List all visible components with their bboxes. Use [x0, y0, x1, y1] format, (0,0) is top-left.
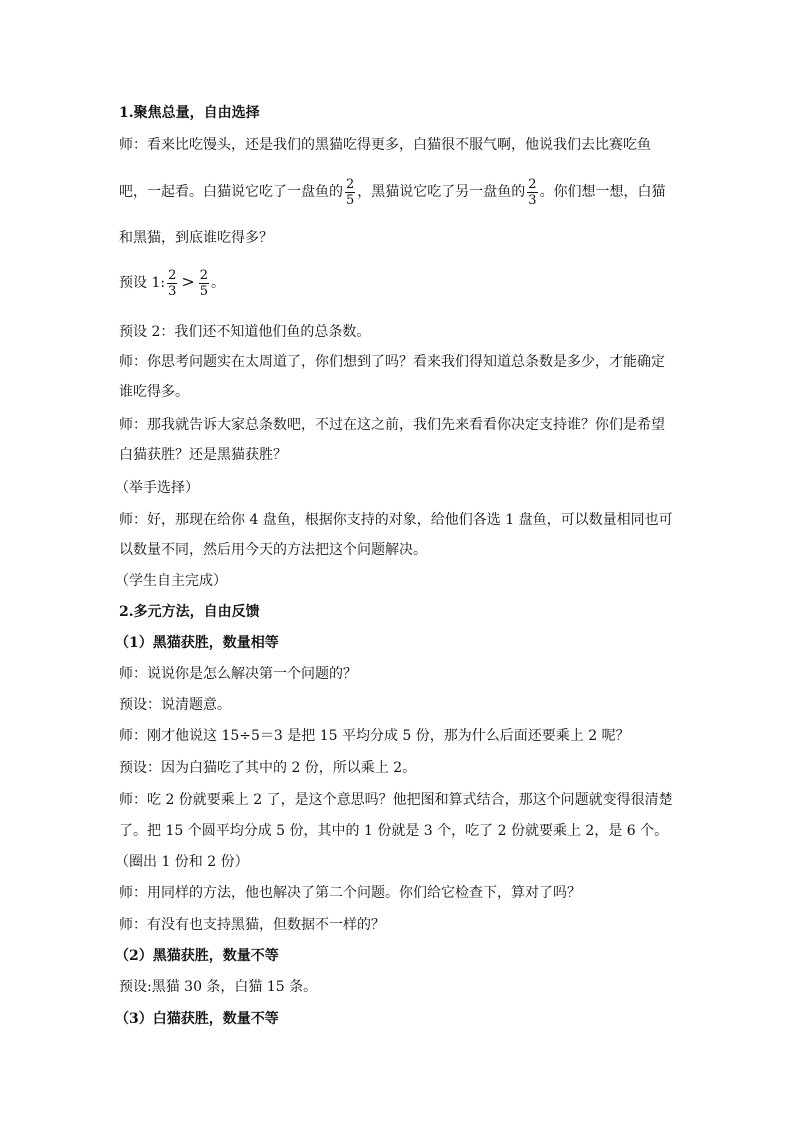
- paragraph: 预设:黑猫 30 条，白猫 15 条。: [119, 979, 318, 995]
- preset-label: 预设 1:: [119, 275, 166, 291]
- numerator: 2: [168, 267, 177, 283]
- paragraph-with-fractions: [119, 172, 666, 212]
- numerator: 2: [346, 176, 355, 192]
- subsection-title: （1）黑猫获胜，数量相等: [115, 635, 279, 651]
- paragraph: 了。把 15 个圆平均分成 5 份，其中的 1 份就是 3 个，吃了 2 份就要乘上 2，是 6 个。: [119, 823, 669, 839]
- text: ，黑猫说它吃了另一盘鱼的: [357, 184, 526, 200]
- paragraph: 师：说说你是怎么解决第一个问题的？: [119, 666, 357, 682]
- paragraph: 师：吃 2 份就要乘上 2 了，是这个意思吗？他把图和算式结合，那这个问题就变得很清楚: [119, 792, 673, 808]
- paragraph: 师：你思考问题实在太周道了，你们想到了吗？看来我们得知道总条数是多少，才能确定: [119, 354, 665, 370]
- greater-than-sign: >: [181, 272, 195, 291]
- text: 。你们想一想，白猫: [539, 184, 666, 200]
- note: （圈出 1 份和 2 份）: [115, 854, 249, 870]
- denominator: 3: [168, 283, 177, 299]
- note: （举手选择）: [115, 480, 199, 496]
- fraction-2-5: [345, 177, 355, 208]
- note: （学生自主完成）: [115, 573, 227, 589]
- section-1-title: 1.聚焦总量，自由选择: [119, 105, 260, 121]
- paragraph: 白猫获胜？还是黑猫获胜？: [119, 447, 287, 463]
- denominator: 5: [199, 283, 209, 299]
- paragraph: 师：那我就告诉大家总条数吧，不过在这之前，我们先来看看你决定支持谁？你们是希望: [119, 417, 665, 433]
- preset-2: 预设 2：我们还不知道他们鱼的总条数。: [119, 324, 371, 340]
- paragraph: 师：好，那现在给你 4 盘鱼，根据你支持的对象，给他们各选 1 盘鱼，可以数量相同也可: [119, 512, 673, 528]
- text: 。: [211, 275, 226, 291]
- subsection-title: （3）白猫获胜，数量不等: [115, 1011, 279, 1027]
- paragraph: 预设：说清题意。: [119, 697, 231, 713]
- fraction-2-3: [167, 268, 177, 299]
- numerator: 2: [528, 176, 537, 192]
- numerator: 2: [199, 267, 209, 283]
- denominator: 3: [528, 192, 537, 208]
- subsection-title: （2）黑猫获胜，数量不等: [115, 948, 279, 964]
- paragraph: 师：刚才他说这 15÷5＝3 是把 15 平均分成 5 份，那为什么后面还要乘上 2 呢？: [119, 728, 630, 744]
- paragraph: 和黑猫，到底谁吃得多？: [119, 230, 273, 246]
- paragraph: 谁吃得多。: [119, 384, 189, 400]
- fraction-2-3: [527, 177, 537, 208]
- paragraph: 师：用同样的方法，他也解决了第二个问题。你们给它检查下，算对了吗？: [119, 885, 581, 901]
- paragraph: 师：有没有也支持黑猫，但数据不一样的？: [119, 917, 385, 933]
- denominator: 5: [346, 192, 355, 208]
- paragraph: 预设：因为白猫吃了其中的 2 份，所以乘上 2。: [119, 760, 417, 776]
- section-2-title: 2.多元方法，自由反馈: [119, 604, 260, 620]
- text: 吧，一起看。白猫说它吃了一盘鱼的: [119, 184, 343, 200]
- fraction-2-5: [199, 268, 209, 299]
- paragraph: 以数量不同，然后用今天的方法把这个问题解决。: [119, 542, 427, 558]
- paragraph: 师：看来比吃馒头，还是我们的黑猫吃得更多，白猫很不服气啊，他说我们去比赛吃鱼: [119, 137, 651, 153]
- preset-1: [119, 262, 225, 303]
